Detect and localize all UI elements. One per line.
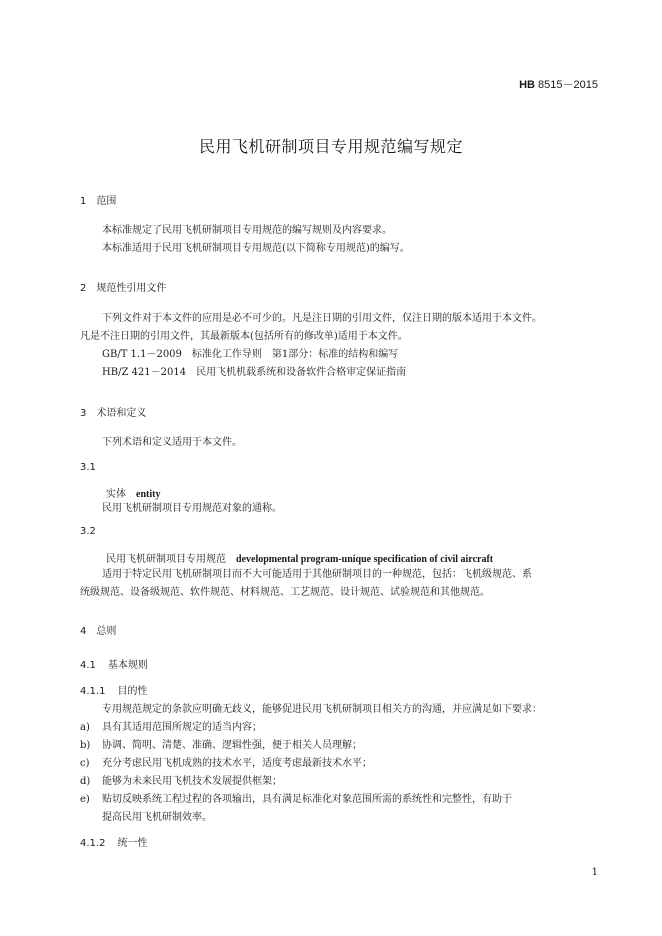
paragraph-line: 下列术语和定义适用于本文件。 <box>102 437 242 448</box>
normative-reference-gbt: GB/T 1.1－2009 标准化工作导则 第1部分：标准的结构和编写 <box>102 349 399 360</box>
definition-line: 民用飞机研制项目专用规范对象的通称。 <box>102 503 282 514</box>
list-item <box>80 719 610 737</box>
standard-code-number: 8515－2015 <box>535 79 598 91</box>
term-chinese: 实体 <box>106 489 126 500</box>
normative-reference-hbz: HB/Z 421－2014 民用飞机机载系统和设备软件合格审定保证指南 <box>102 367 407 378</box>
section-4-1-1-intro <box>80 701 602 719</box>
requirements-list <box>80 719 610 827</box>
list-marker: e) <box>80 794 90 805</box>
list-item-text-multiline <box>102 791 610 827</box>
section-3-intro <box>80 434 602 452</box>
list-marker: d) <box>80 776 91 787</box>
paragraph-line: 本标准适用于民用飞机研制项目专用规范(以下简称专用规范)的编写。 <box>102 243 410 254</box>
paragraph-line: 专用规范规定的条款应明确无歧义，能够促进民用飞机研制项目相关方的沟通，并应满足如下要求： <box>102 704 542 715</box>
page-number: 1 <box>591 867 598 878</box>
section-1-body <box>80 222 602 258</box>
paragraph-line: 下列文件对于本文件的应用是必不可少的。凡是注日期的引用文件，仅注日期的版本适用于本文件。 <box>102 313 542 324</box>
section-number: 2 <box>80 283 87 294</box>
list-marker: c) <box>80 758 90 769</box>
section-3-heading <box>80 404 146 419</box>
section-title: 术语和定义 <box>96 408 147 419</box>
section-4-heading <box>80 622 116 637</box>
standard-code <box>519 76 598 92</box>
standard-code-prefix: HB <box>519 79 535 91</box>
list-item <box>80 791 610 827</box>
section-title: 规范性引用文件 <box>96 283 167 294</box>
term-3-1 <box>106 485 160 500</box>
list-item <box>80 755 610 773</box>
list-item-text: 具有其适用范围所规定的适当内容； <box>102 722 262 733</box>
section-title: 目的性 <box>117 686 148 697</box>
section-2-heading <box>80 279 166 294</box>
term-english: entity <box>136 489 161 500</box>
definition-line: 统级规范、设备级规范、软件规范、材料规范、工艺规范、设计规范、试验规范和其他规范。 <box>80 587 490 598</box>
paragraph-line: 凡是不注日期的引用文件，其最新版本(包括所有的修改单)适用于本文件。 <box>80 331 408 342</box>
section-number: 4 <box>80 626 87 637</box>
section-title: 范围 <box>96 196 117 207</box>
list-item <box>80 773 610 791</box>
paragraph-line: 本标准规定了民用飞机研制项目专用规范的编写规则及内容要求。 <box>102 225 392 236</box>
section-title: 基本规则 <box>107 660 148 671</box>
section-number: 4.1 <box>80 660 96 671</box>
term-3-2-number: 3.2 <box>80 526 96 537</box>
term-3-2 <box>106 550 493 565</box>
section-4-1-heading <box>80 656 148 671</box>
list-item-text: 贴切反映系统工程过程的各项输出，具有满足标准化对象范围所需的系统性和完整性，有助于 <box>102 794 512 805</box>
section-4-1-2-heading <box>80 834 147 849</box>
term-english: developmental program-unique specification of civil aircraft <box>236 554 494 565</box>
list-marker: a) <box>80 722 90 733</box>
section-2-body <box>80 310 602 382</box>
term-3-2-definition <box>80 566 602 602</box>
section-number: 1 <box>80 196 87 207</box>
list-item-text: 协调、简明、清楚、准确、逻辑性强，便于相关人员理解； <box>102 740 362 751</box>
document-title: 民用飞机研制项目专用规范编写规定 <box>198 137 463 156</box>
section-1-heading <box>80 192 116 207</box>
list-item-text: 能够为未来民用飞机技术发展提供框架； <box>102 776 282 787</box>
section-title: 总则 <box>96 626 117 637</box>
term-3-1-number: 3.1 <box>80 462 96 473</box>
section-number: 4.1.2 <box>80 838 106 849</box>
term-3-1-definition <box>80 500 602 518</box>
section-number: 3 <box>80 408 87 419</box>
section-number: 4.1.1 <box>80 686 106 697</box>
list-item <box>80 737 610 755</box>
list-item-text-continued: 提高民用飞机研制效率。 <box>102 812 212 823</box>
term-chinese: 民用飞机研制项目专用规范 <box>106 554 226 565</box>
list-marker: b) <box>80 740 91 751</box>
definition-line: 适用于特定民用飞机研制项目而不大可能适用于其他研制项目的一种规范，包括：飞机级规范、系 <box>102 569 532 580</box>
section-title: 统一性 <box>117 838 148 849</box>
list-item-text: 充分考虑民用飞机成熟的技术水平，适度考虑最新技术水平； <box>102 758 372 769</box>
section-4-1-1-heading <box>80 682 147 697</box>
